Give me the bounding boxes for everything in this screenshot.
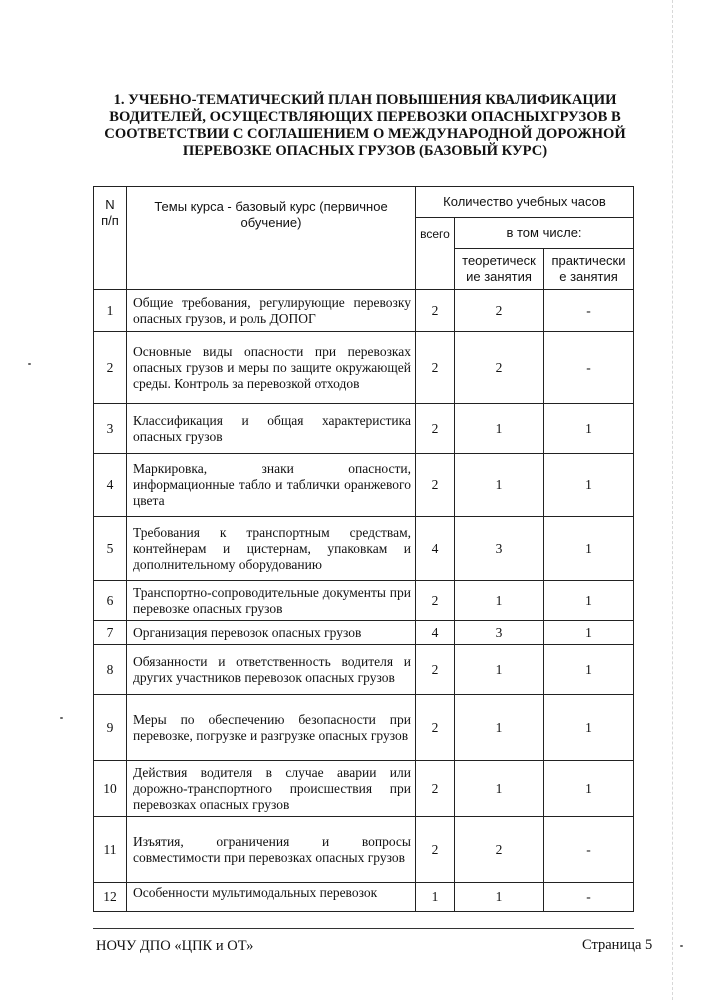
row-theory: 2	[455, 290, 544, 332]
row-practice: 1	[544, 761, 634, 817]
row-total: 1	[416, 883, 455, 912]
row-topic: Транспортно-сопроводительные документы при перевозке опасных грузов	[127, 581, 416, 621]
row-topic: Меры по обеспечению безопасности при перевозке, погрузке и разгрузке опасных грузов	[127, 695, 416, 761]
row-theory: 2	[455, 332, 544, 404]
row-number: 7	[94, 621, 127, 645]
row-topic: Классификация и общая характеристика опасных грузов	[127, 404, 416, 454]
row-practice: 1	[544, 645, 634, 695]
table-row	[94, 290, 634, 332]
row-theory: 2	[455, 817, 544, 883]
row-practice: 1	[544, 695, 634, 761]
row-practice: -	[544, 883, 634, 912]
document-title: 1. УЧЕБНО-ТЕМАТИЧЕСКИЙ ПЛАН ПОВЫШЕНИЯ КВАЛИФИКАЦИИ ВОДИТЕЛЕЙ, ОСУЩЕСТВЛЯЮЩИХ ПЕРЕВОЗКИ ОПАСНЫХГРУЗОВ В СООТВЕТСТВИИ С СОГЛАШЕНИЕМ О МЕЖДУНАРОДНОЙ ДОРОЖНОЙ ПЕРЕВОЗКЕ ОПАСНЫХ ГРУЗОВ (БАЗОВЫЙ КУРС)	[104, 92, 626, 159]
row-topic: Обязанности и ответственность водителя и других участников перевозок опасных грузов	[127, 645, 416, 695]
scan-speck	[680, 945, 683, 947]
scan-speck	[28, 363, 31, 365]
row-theory: 1	[455, 404, 544, 454]
header-practice: практически е занятия	[544, 249, 634, 290]
row-total: 2	[416, 645, 455, 695]
row-topic: Организация перевозок опасных грузов	[127, 621, 416, 645]
row-number: 11	[94, 817, 127, 883]
row-number: 6	[94, 581, 127, 621]
table-row	[94, 517, 634, 581]
row-theory: 1	[455, 761, 544, 817]
header-number: N п/п	[94, 187, 127, 290]
row-practice: -	[544, 817, 634, 883]
row-theory: 1	[455, 645, 544, 695]
table-row	[94, 454, 634, 517]
row-practice: 1	[544, 621, 634, 645]
table-row	[94, 621, 634, 645]
scan-speck	[60, 717, 63, 719]
row-total: 2	[416, 817, 455, 883]
table-row	[94, 581, 634, 621]
row-theory: 3	[455, 621, 544, 645]
row-number: 10	[94, 761, 127, 817]
row-topic: Требования к транспортным средствам, контейнерам и цистернам, упаковкам и дополнительному оборудованию	[127, 517, 416, 581]
row-number: 1	[94, 290, 127, 332]
row-practice: -	[544, 332, 634, 404]
row-topic: Изъятия, ограничения и вопросы совместимости при перевозках опасных грузов	[127, 817, 416, 883]
row-practice: 1	[544, 454, 634, 517]
table-row	[94, 404, 634, 454]
row-theory: 1	[455, 883, 544, 912]
row-number: 2	[94, 332, 127, 404]
table-header-row	[94, 187, 634, 218]
row-number: 8	[94, 645, 127, 695]
row-number: 4	[94, 454, 127, 517]
row-theory: 3	[455, 517, 544, 581]
row-number: 5	[94, 517, 127, 581]
footer-divider	[93, 928, 634, 929]
row-topic: Основные виды опасности при перевозках опасных грузов и меры по защите окружающей среды. Контроль за перевозкой отходов	[127, 332, 416, 404]
row-theory: 1	[455, 695, 544, 761]
row-practice: 1	[544, 581, 634, 621]
header-total: всего	[416, 218, 455, 290]
footer-page-number: Страница 5	[582, 937, 653, 953]
row-topic: Особенности мультимодальных перевозок	[127, 883, 416, 912]
row-number: 3	[94, 404, 127, 454]
row-total: 2	[416, 290, 455, 332]
table-row	[94, 883, 634, 912]
page-edge-line	[672, 0, 674, 1000]
row-practice: 1	[544, 404, 634, 454]
header-including: в том числе:	[455, 218, 634, 249]
row-topic: Общие требования, регулирующие перевозку опасных грузов, и роль ДОПОГ	[127, 290, 416, 332]
row-total: 2	[416, 404, 455, 454]
footer-organization: НОЧУ ДПО «ЦПК и ОТ»	[96, 938, 254, 954]
row-total: 2	[416, 761, 455, 817]
table-row	[94, 761, 634, 817]
table-row	[94, 645, 634, 695]
table-row	[94, 332, 634, 404]
table-row	[94, 695, 634, 761]
row-practice: 1	[544, 517, 634, 581]
row-total: 2	[416, 581, 455, 621]
row-number: 9	[94, 695, 127, 761]
row-total: 2	[416, 332, 455, 404]
header-theory: теоретическ ие занятия	[455, 249, 544, 290]
row-practice: -	[544, 290, 634, 332]
row-topic: Действия водителя в случае аварии или дорожно-транспортного происшествия при перевозках опасных грузов	[127, 761, 416, 817]
row-total: 4	[416, 621, 455, 645]
row-theory: 1	[455, 581, 544, 621]
table-row	[94, 817, 634, 883]
row-total: 4	[416, 517, 455, 581]
row-number: 12	[94, 883, 127, 912]
row-total: 2	[416, 454, 455, 517]
row-theory: 1	[455, 454, 544, 517]
curriculum-table	[93, 186, 634, 912]
header-topic: Темы курса - базовый курс (первичное обучение)	[127, 187, 416, 290]
header-hours: Количество учебных часов	[416, 187, 634, 218]
row-total: 2	[416, 695, 455, 761]
row-topic: Маркировка, знаки опасности, информационные табло и таблички оранжевого цвета	[127, 454, 416, 517]
